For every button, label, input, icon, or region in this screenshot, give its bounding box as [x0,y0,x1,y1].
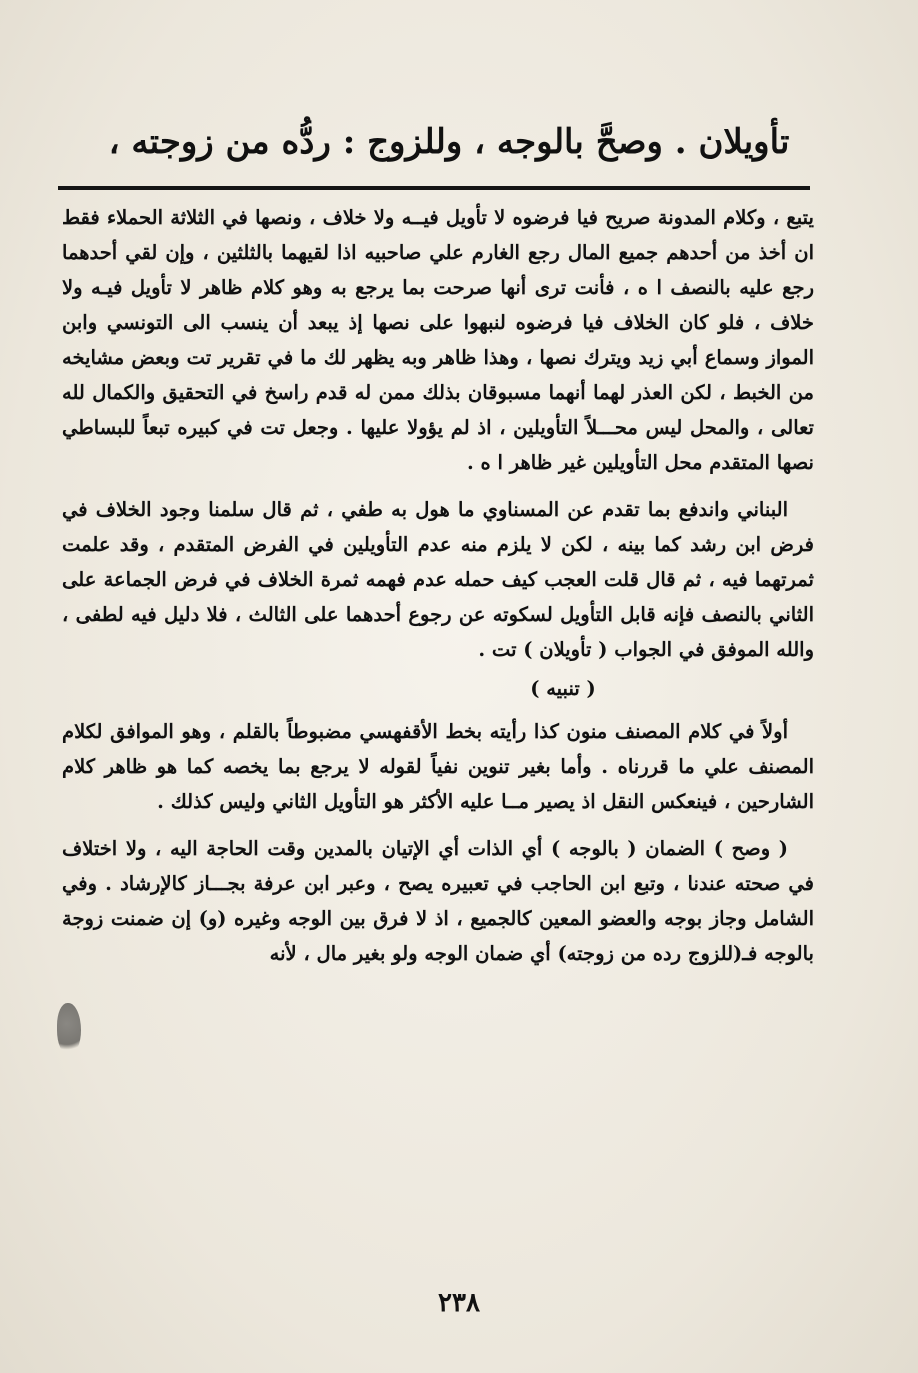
commentary-body [62,200,814,971]
paragraph-2: البناني واندفع بما تقدم عن المسناوي ما هول به طفي ، ثم قال سلمنا وجود الخلاف في فرض ابن رشد كما بينه ، لكن لا يلزم منه عدم التأويلين في الفرض المتقدم ، وقد علمت ثمرتهما فيه ، ثم قال قلت العجب كيف حمله عدم فهمه ثمرة الخلاف في فرض الجماعة على الثاني بالنصف فإنه قابل التأويل لسكوته عن رجوع أحدهما على الثالث ، فلا دليل فيه لطفى ، والله الموفق في الجواب ( تأويلان ) تت . [62,498,814,661]
header-divider [58,186,810,190]
paragraph-1: يتبع ، وكلام المدونة صريح فيا فرضوه لا تأويل فيــه ولا خلاف ، ونصها في الثلاثة الحملاء فقط ان أخذ من أحدهم جميع المال رجع الغارم علي صاحبيه اذا لقيهما بالثلثين ، وإن لقي أحدهما رجع عليه بالنصف ا ه ، فأنت ترى أنها صرحت بما يرجع به وهو كلام ظاهر لا تأويل فيـه ولا خلاف ، فلو كان الخلاف فيا فرضوه لنبهوا على نصها إذ يبعد أن ينسب الى التونسي وابن المواز وسماع أبي زيد ويترك نصها ، وهذا ظاهر وبه يظهر لك ما في تقرير تت وبعض مشايخه من الخبط ، لكن العذر لهما أنهما مسبوقان بذلك ممن له قدم راسخ في التحقيق والكمال لله تعالى ، والمحل ليس محـــلاً التأويلين ، اذ لم يؤولا عليها . وجعل تت في كبيره تبعاً للبساطي نصها المتقدم محل التأويلين غير ظاهر ا ه . [62,206,814,474]
matn-verse-header: تأويلان . وصحَّ بالوجه ، وللزوج : ردُّه من زوجته ، [108,122,790,162]
page-number: ٢٣٨ [438,1288,480,1318]
notice-heading: ( تنبيه ) [530,677,596,700]
paragraph-4: ( وصح ) الضمان ( بالوجه ) أي الذات أي الإتيان بالمدين وقت الحاجة اليه ، ولا اختلاف في صحته عندنا ، وتبع ابن الحاجب في تعبيره يصح ، وعبر ابن عرفة بجـــاز كالإرشاد . وفي الشامل وجاز بوجه والعضو المعين كالجميع ، اذ لا فرق بين الوجه وغيره (و) إن ضمنت زوجة بالوجه فـ(للزوج رده من زوجته) أي ضمان الوجه ولو بغير مال ، لأنه [62,837,814,965]
paragraph-3: أولاً في كلام المصنف منون كذا رأيته بخط الأقفهسي مضبوطاً بالقلم ، وهو الموافق لكلام المصنف علي ما قررناه . وأما بغير تنوين نفياً لقوله لا يرجع بما يخصه كما هو ظاهر كلام الشارحين ، فينعكس النقل اذ يصير مــا عليه الأكثر هو التأويل الثاني وليس كذلك . [62,720,814,813]
ink-stain [57,1003,81,1055]
